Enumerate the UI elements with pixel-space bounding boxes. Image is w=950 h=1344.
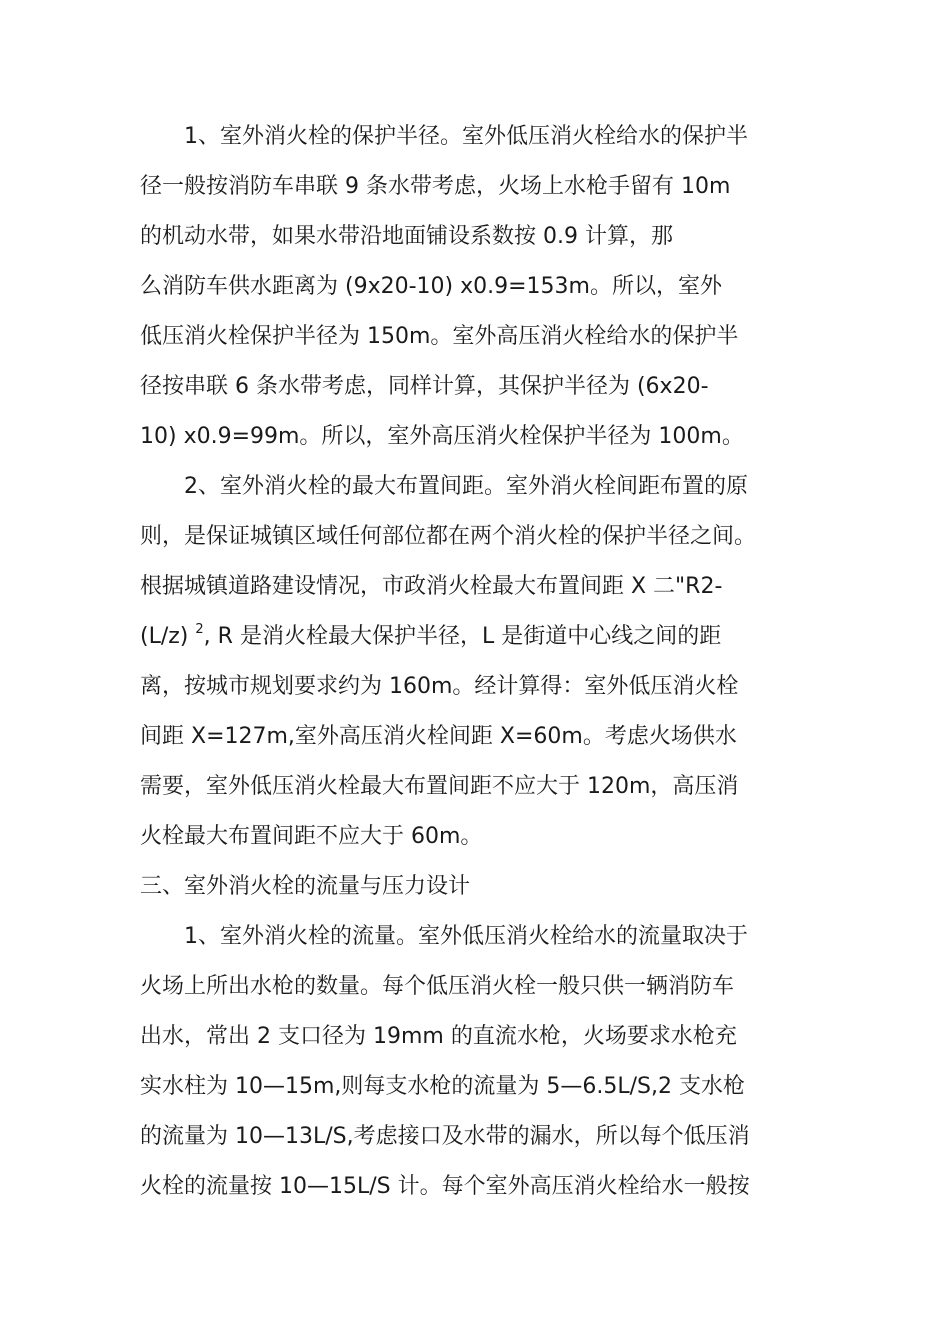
text-line bbox=[140, 162, 840, 212]
text-line bbox=[140, 562, 840, 612]
text-line bbox=[140, 512, 840, 562]
text-line-content: 径按串联 6 条水带考虑，同样计算，其保护半径为 (6x20- bbox=[140, 374, 709, 399]
document-body bbox=[140, 112, 840, 1212]
text-line-content: 间距 X=127m,室外高压消火栓间距 X=60m。考虑火场供水 bbox=[140, 724, 737, 749]
text-line bbox=[140, 212, 840, 262]
text-line bbox=[140, 662, 840, 712]
text-line-content: 火场上所出水枪的数量。每个低压消火栓一般只供一辆消防车 bbox=[140, 974, 735, 999]
text-line bbox=[140, 262, 840, 312]
text-line bbox=[140, 312, 840, 362]
text-line-content: 10) x0.9=99m。所以，室外高压消火栓保护半径为 100m。 bbox=[140, 424, 744, 449]
text-line-continuation: , R 是消火栓最大保护半径，L 是街道中心线之间的距 bbox=[203, 624, 722, 649]
text-line-content: 1、室外消火栓的保护半径。室外低压消火栓给水的保护半 bbox=[184, 124, 748, 149]
text-line-content: (L/z) bbox=[140, 624, 196, 649]
text-line-content: 么消防车供水距离为 (9x20-10) x0.9=153m。所以，室外 bbox=[140, 274, 722, 299]
text-line bbox=[140, 362, 840, 412]
text-line-content: 1、室外消火栓的流量。室外低压消火栓给水的流量取决于 bbox=[184, 924, 748, 949]
text-line bbox=[140, 912, 840, 962]
text-line bbox=[140, 1112, 840, 1162]
text-line-content: 火栓的流量按 10—15L/S 计。每个室外高压消火栓给水一般按 bbox=[140, 1174, 750, 1199]
text-line bbox=[140, 1162, 840, 1212]
text-line bbox=[140, 612, 840, 662]
text-line bbox=[140, 762, 840, 812]
text-line bbox=[140, 812, 840, 862]
text-line bbox=[140, 962, 840, 1012]
text-line-content: 根据城镇道路建设情况，市政消火栓最大布置间距 X 二"R2- bbox=[140, 574, 723, 599]
text-line-content: 需要，室外低压消火栓最大布置间距不应大于 120m，高压消 bbox=[140, 774, 739, 799]
text-line-content: 离，按城市规划要求约为 160m。经计算得：室外低压消火栓 bbox=[140, 674, 739, 699]
text-line-content: 火栓最大布置间距不应大于 60m。 bbox=[140, 824, 483, 849]
text-line bbox=[140, 1012, 840, 1062]
text-line-content: 低压消火栓保护半径为 150m。室外高压消火栓给水的保护半 bbox=[140, 324, 739, 349]
text-line-content: 三、室外消火栓的流量与压力设计 bbox=[140, 874, 471, 899]
text-line bbox=[140, 112, 840, 162]
text-line bbox=[140, 712, 840, 762]
text-line-content: 则，是保证城镇区域任何部位都在两个消火栓的保护半径之间。 bbox=[140, 524, 757, 549]
text-line bbox=[140, 862, 840, 912]
text-line bbox=[140, 1062, 840, 1112]
text-line bbox=[140, 412, 840, 462]
text-line bbox=[140, 462, 840, 512]
text-line-content: 实水柱为 10—15m,则每支水枪的流量为 5—6.5L/S,2 支水枪 bbox=[140, 1074, 746, 1099]
text-line-content: 径一般按消防车串联 9 条水带考虑，火场上水枪手留有 10m bbox=[140, 174, 731, 199]
text-line-content: 的流量为 10—13L/S,考虑接口及水带的漏水，所以每个低压消 bbox=[140, 1124, 750, 1149]
superscript: 2 bbox=[195, 622, 204, 637]
text-line-content: 的机动水带，如果水带沿地面铺设系数按 0.9 计算，那 bbox=[140, 224, 673, 249]
text-line-content: 出水，常出 2 支口径为 19mm 的直流水枪，火场要求水枪充 bbox=[140, 1024, 737, 1049]
text-line-content: 2、室外消火栓的最大布置间距。室外消火栓间距布置的原 bbox=[184, 474, 748, 499]
